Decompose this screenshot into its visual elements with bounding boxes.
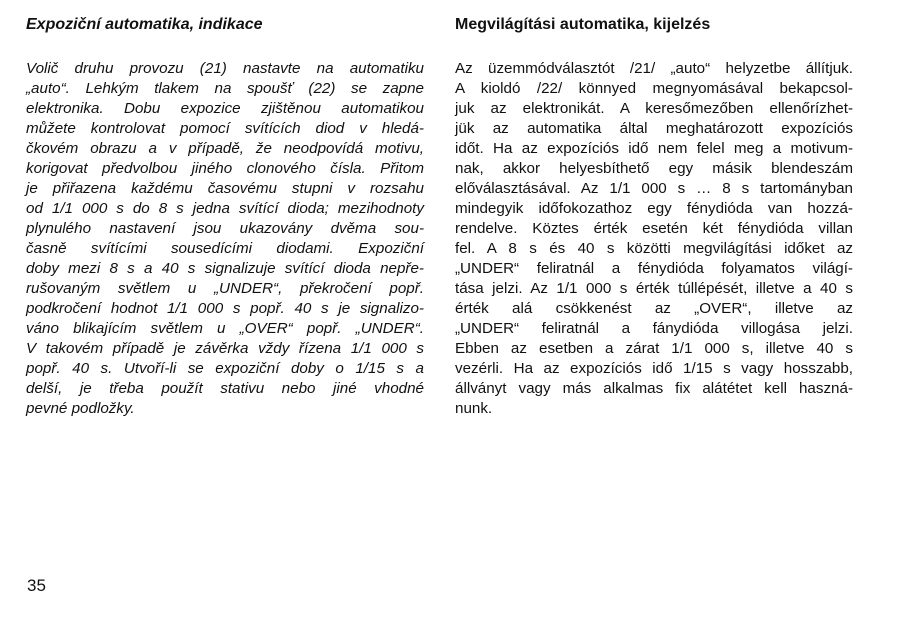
czech-text-line: doby mezi 8 s a 40 s signalizuje svítící dioda nepře- bbox=[26, 260, 424, 277]
czech-text-line: podkročení hodnot 1/1 000 s popř. 40 s je signalizo- bbox=[26, 300, 424, 317]
czech-text-line: plynulého nastavení jsou ukazovány dvěma sou- bbox=[26, 220, 424, 237]
czech-text-line: korigovat předvolbou jiného clonového čísla. Přitom bbox=[26, 160, 424, 177]
czech-text-line: čkovém obrazu a v případě, že neodpovídá motivu, bbox=[26, 140, 424, 157]
hungarian-heading: Megvilágítási automatika, kijelzés bbox=[455, 16, 711, 33]
hungarian-text-line: mindegyik időfokozathoz egy fénydióda van hozzá- bbox=[455, 200, 853, 217]
hungarian-text-line: jük az automatika által meghatározott expozíciós bbox=[455, 120, 853, 137]
czech-text-line: V takovém případě je závěrka vždy řízena 1/1 000 s bbox=[26, 340, 424, 357]
hungarian-column bbox=[455, 14, 853, 419]
czech-text-line: od 1/1 000 s do 8 s jedna svítící dioda; mezihodnoty bbox=[26, 200, 424, 217]
czech-text-line: delší, je třeba použít stativu nebo jiné vhodné bbox=[26, 380, 424, 397]
czech-text-line: popř. 40 s. Utvoří-li se expoziční doby o 1/15 s a bbox=[26, 360, 424, 377]
czech-text-line: „auto“. Lehkým tlakem na spoušť (22) se zapne bbox=[26, 80, 424, 97]
hungarian-text-line: érték alá csökkenést az „OVER“, illetve az bbox=[455, 300, 853, 317]
hungarian-text-line: „UNDER“ feliratnál a fénydióda folyamatos világí- bbox=[455, 260, 853, 277]
page-number: 35 bbox=[27, 576, 46, 595]
hungarian-text-line: fel. A 8 s és 40 s közötti megvilágítási időket az bbox=[455, 240, 853, 257]
czech-text-line: Volič druhu provozu (21) nastavte na automatiku bbox=[26, 60, 424, 77]
hungarian-text-line: nak, akkor helyesbíthető egy másik blendeszám bbox=[455, 160, 853, 177]
hungarian-text-line: időt. Ha az expozíciós idő nem felel meg a motivum- bbox=[455, 140, 853, 157]
hungarian-text-line: nunk. bbox=[455, 400, 493, 417]
hungarian-text-line: „UNDER“ feliratnál a fánydióda villogása jelzi. bbox=[455, 320, 853, 337]
hungarian-text-line: vezérli. Ha az expozíciós idő 1/15 s vagy hosszabb, bbox=[455, 360, 853, 377]
czech-text-line: váno blikajícím světlem u „OVER“ popř. „UNDER“. bbox=[26, 320, 424, 337]
hungarian-text-line: A kioldó /22/ könnyed megnyomásával bekapcsol- bbox=[455, 80, 853, 97]
hungarian-text-line: Az üzemmódválasztót /21/ „auto“ helyzetbe állítjuk. bbox=[455, 60, 853, 77]
czech-text-line: je přiřazena každému časovému stupni v rozsahu bbox=[26, 180, 424, 197]
hungarian-text-line: juk az elektronikát. A keresőmezőben ellenőrízhet- bbox=[455, 100, 853, 117]
czech-text-line: elektronika. Dobu expozice zjištěnou automatikou bbox=[26, 100, 424, 117]
czech-text-line: rušovaným světlem u „UNDER“, překročení popř. bbox=[26, 280, 424, 297]
czech-text-line: časně svítícími sousedícími diodami. Expoziční bbox=[26, 240, 424, 257]
hungarian-text-line: rendelve. Köztes érték esetén két fénydióda villan bbox=[455, 220, 853, 237]
czech-heading: Expoziční automatika, indikace bbox=[26, 16, 263, 33]
hungarian-paragraph bbox=[455, 59, 853, 419]
czech-text-line: můžete kontrolovat pomocí svítících diod v hledá- bbox=[26, 120, 424, 137]
hungarian-text-line: előválasztásával. Az 1/1 000 s … 8 s tartományban bbox=[455, 180, 853, 197]
hungarian-text-line: tása jelzi. Az 1/1 000 s érték túllépését, illetve a 40 s bbox=[455, 280, 853, 297]
hungarian-text-line: Ebben az esetben a zárat 1/1 000 s, illetve 40 s bbox=[455, 340, 853, 357]
hungarian-text-line: állványt vagy más alkalmas fix alátétet kell haszná- bbox=[455, 380, 853, 397]
czech-column bbox=[26, 14, 424, 419]
czech-text-line: pevné podložky. bbox=[26, 400, 135, 417]
czech-paragraph bbox=[26, 59, 424, 419]
